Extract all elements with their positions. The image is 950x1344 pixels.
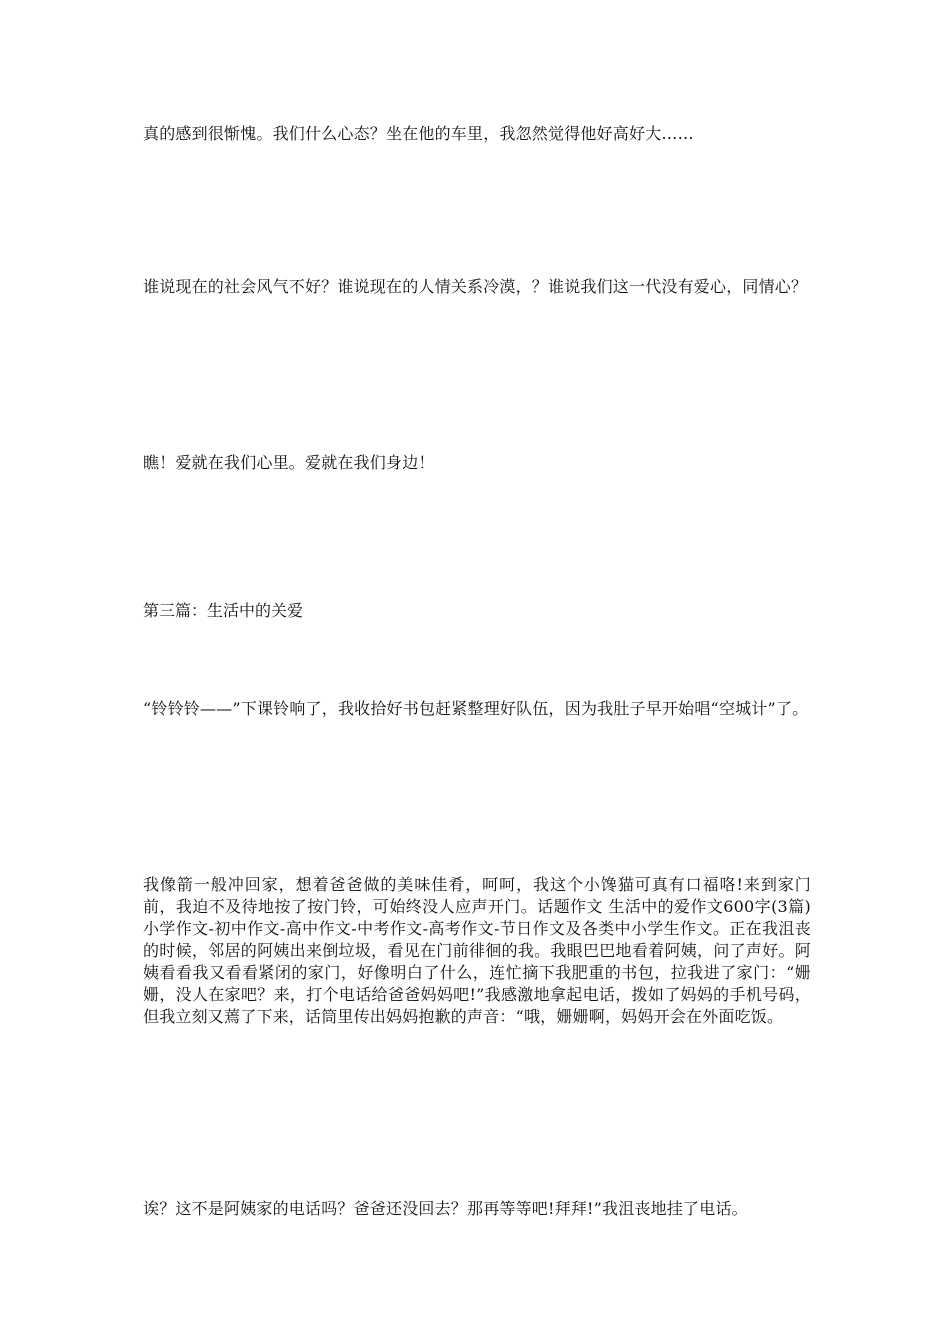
paragraph-bell: “铃铃铃——”下课铃响了，我收拾好书包赶紧整理好队伍，因为我肚子早开始唱“空城计”了。 bbox=[143, 699, 809, 718]
paragraph-rush-home: 我像箭一般冲回家，想着爸爸做的美味佳肴，呵呵，我这个小馋猫可真有口福咯!来到家门前，我迫不及待地按了按门铃，可始终没人应声开门。话题作文 生活中的爱作文600字(3篇)小学作文-初中作文-高中作文-中考作文-高考作文-节日作文及各类中小学生作文。正在我沮丧的时候，邻居的阿姨出来倒垃圾，看见在门前徘徊的我。我眼巴巴地看着阿姨，问了声好。阿姨看看我又看看紧闭的家门，好像明白了什么，连忙摘下我肥重的书包，拉我进了家门：“姗姗，没人在家吧？来，打个电话给爸爸妈妈吧!”我感激地拿起电话，拨如了妈妈的手机号码，但我立刻又蔫了下来，话筒里传出妈妈抱歉的声音：“哦，姗姗啊，妈妈开会在外面吃饭。 bbox=[143, 875, 811, 1026]
paragraph-shame: 真的感到很惭愧。我们什么心态？坐在他的车里，我忽然觉得他好高好大…… bbox=[143, 124, 694, 143]
paragraph-love-here: 瞧！爱就在我们心里。爱就在我们身边！ bbox=[143, 453, 435, 472]
paragraph-who-says: 谁说现在的社会风气不好？谁说现在的人情关系冷漠，？谁说我们这一代没有爱心，同情心？ bbox=[143, 277, 808, 296]
paragraph-phone-call: 诶？这不是阿姨家的电话吗？爸爸还没回去？那再等等吧!拜拜!”我沮丧地挂了电话。 bbox=[143, 1199, 748, 1218]
section-heading: 第三篇：生活中的关爱 bbox=[143, 601, 304, 620]
